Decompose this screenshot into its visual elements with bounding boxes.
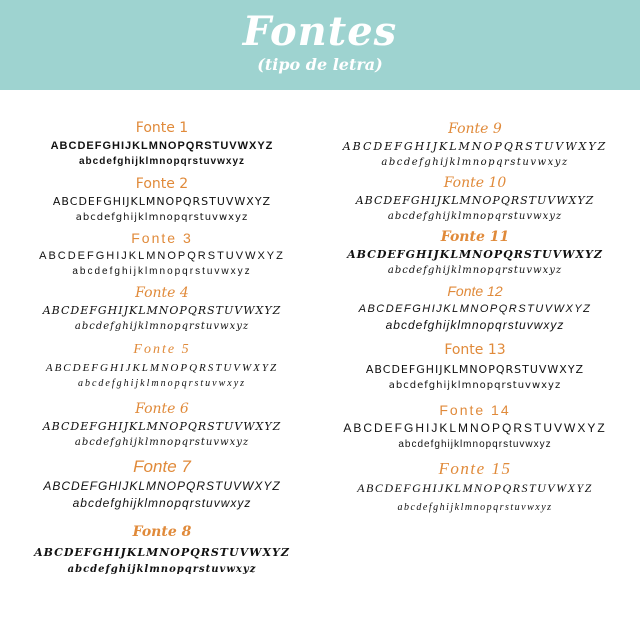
- uppercase-sample: ABCDEFGHIJKLMNOPQRSTUVWXYZ: [52, 195, 272, 208]
- uppercase-sample: ABCDEFGHIJKLMNOPQRSTUVWXYZ: [45, 362, 279, 374]
- font-sample-4: [12, 285, 312, 333]
- uppercase-sample: ABCDEFGHIJKLMNOPQRSTUVWXYZ: [42, 420, 282, 433]
- uppercase-sample: ABCDEFGHIJKLMNOPQRSTUVWXYZ: [343, 421, 607, 435]
- font-name: Fonte 1: [135, 120, 189, 136]
- font-name: Fonte 12: [447, 283, 503, 299]
- font-sample-14: [325, 402, 625, 451]
- font-sample-12: [325, 283, 625, 333]
- font-sample-3: [12, 230, 312, 278]
- font-name: Fonte 5: [133, 342, 191, 357]
- uppercase-sample: ABCDEFGHIJKLMNOPQRSTUVWXYZ: [50, 140, 274, 152]
- uppercase-sample: ABCDEFGHIJKLMNOPQRSTUVWXYZ: [34, 546, 290, 559]
- font-name: Fonte 4: [135, 285, 189, 301]
- font-sample-1: [12, 120, 312, 168]
- font-sample-2: [12, 176, 312, 224]
- font-name: Fonte 11: [440, 229, 510, 245]
- font-sample-15: [325, 460, 625, 514]
- lowercase-sample: abcdefghijklmnopqrstuvwxyz: [385, 318, 565, 332]
- font-sample-11: [325, 229, 625, 277]
- uppercase-sample: ABCDEFGHIJKLMNOPQRSTUVWXYZ: [357, 481, 593, 495]
- font-name: Fonte 6: [135, 401, 189, 417]
- font-sample-8: [12, 524, 312, 576]
- uppercase-sample: ABCDEFGHIJKLMNOPQRSTUVWXYZ: [42, 304, 282, 317]
- uppercase-sample: ABCDEFGHIJKLMNOPQRSTUVWXYZ: [342, 140, 608, 153]
- uppercase-sample: ABCDEFGHIJKLMNOPQRSTUVWXYZ: [365, 363, 585, 376]
- lowercase-sample: abcdefghijklmnopqrstuvwxyz: [72, 496, 252, 510]
- lowercase-sample: abcdefghijklmnopqrstuvwxyz: [387, 211, 563, 222]
- page-subtitle: (tipo de letra): [257, 55, 383, 74]
- font-name: Fonte 9: [448, 121, 502, 137]
- lowercase-sample: abcdefghijklmnopqrstuvwxyz: [388, 380, 562, 391]
- font-name: Fonte 7: [133, 457, 191, 476]
- font-name: Fonte 10: [443, 175, 507, 191]
- uppercase-sample: ABCDEFGHIJKLMNOPQRSTUVWXYZ: [347, 248, 603, 261]
- lowercase-sample: abcdefghijklmnopqrstuvwxyz: [397, 502, 553, 513]
- font-sample-5: [12, 342, 312, 390]
- font-sample-9: [325, 121, 625, 169]
- uppercase-sample: ABCDEFGHIJKLMNOPQRSTUVWXYZ: [43, 479, 281, 493]
- lowercase-sample: abcdefghijklmnopqrstuvwxyz: [77, 378, 247, 389]
- font-sample-10: [325, 175, 625, 223]
- lowercase-sample: abcdefghijklmnopqrstuvwxyz: [67, 564, 257, 575]
- lowercase-sample: abcdefghijklmnopqrstuvwxyz: [398, 439, 552, 450]
- header-banner: [0, 0, 640, 90]
- uppercase-sample: ABCDEFGHIJKLMNOPQRSTUVWXYZ: [39, 250, 285, 262]
- lowercase-sample: abcdefghijklmnopqrstuvwxyz: [75, 212, 249, 223]
- font-sample-13: [325, 342, 625, 392]
- font-name: Fonte 2: [135, 176, 189, 192]
- lowercase-sample: abcdefghijklmnopqrstuvwxyz: [74, 321, 250, 332]
- page-title: Fontes: [242, 8, 398, 55]
- font-name: Fonte 15: [438, 459, 512, 478]
- uppercase-sample: ABCDEFGHIJKLMNOPQRSTUVWXYZ: [355, 194, 595, 207]
- font-name: Fonte 13: [444, 342, 506, 358]
- uppercase-sample: ABCDEFGHIJKLMNOPQRSTUVWXYZ: [358, 303, 592, 315]
- font-sample-7: [12, 458, 312, 511]
- font-name: Fonte 3: [131, 230, 193, 246]
- lowercase-sample: abcdefghijklmnopqrstuvwxyz: [381, 157, 569, 168]
- lowercase-sample: abcdefghijklmnopqrstuvwxyz: [74, 437, 250, 448]
- font-name: Fonte 8: [132, 524, 192, 540]
- lowercase-sample: abcdefghijklmnopqrstuvwxyz: [387, 265, 563, 276]
- font-sample-6: [12, 401, 312, 449]
- font-name: Fonte 14: [439, 402, 511, 418]
- lowercase-sample: abcdefghijklmnopqrstuvwxyz: [78, 156, 246, 167]
- lowercase-sample: abcdefghijklmnopqrstuvwxyz: [72, 266, 252, 277]
